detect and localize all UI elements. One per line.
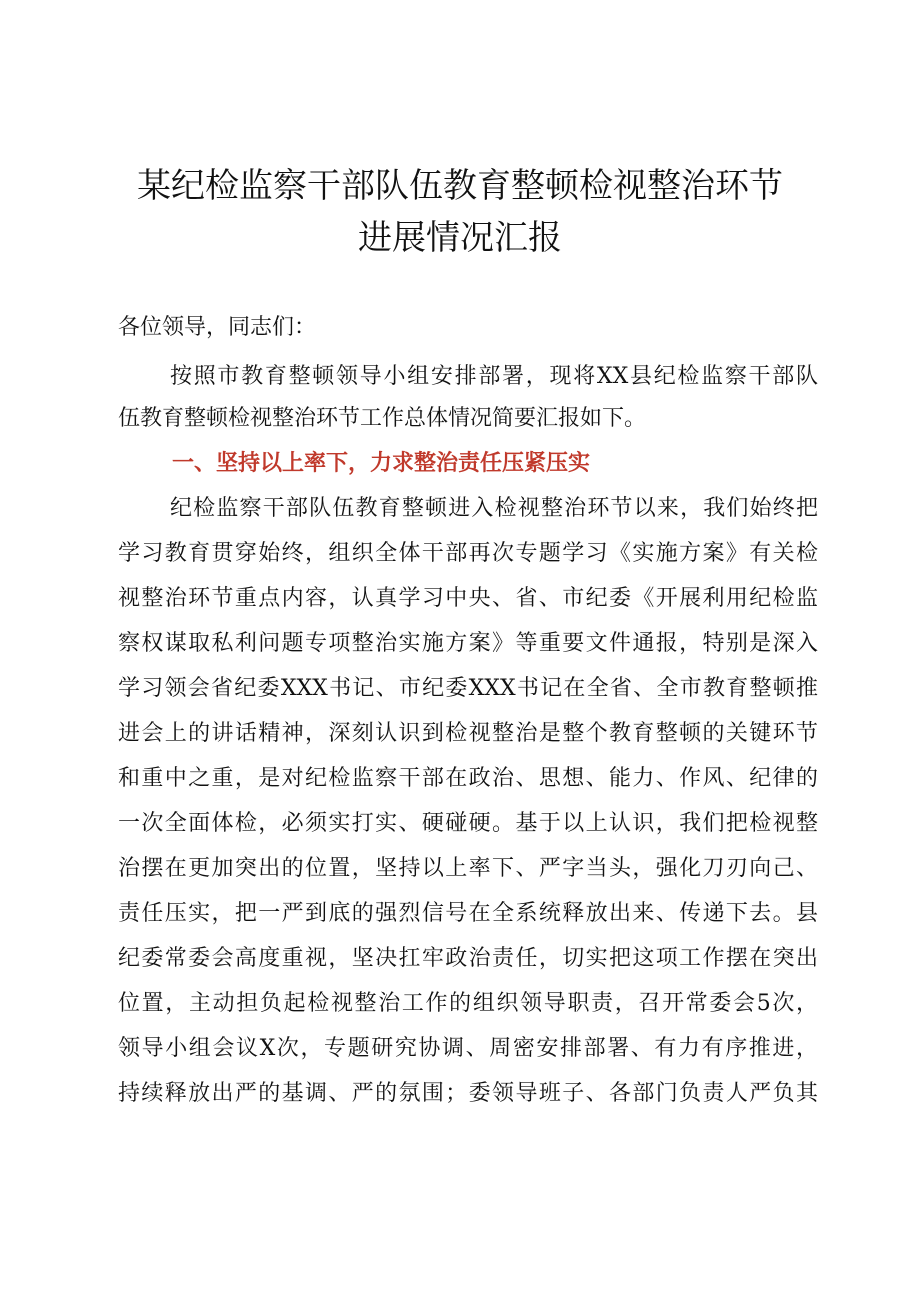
body-line: 位置，主动担负起检视整治工作的组织领导职责，召开常委会5次，	[118, 991, 818, 1016]
body-line: 领导小组会议X次，专题研究协调、周密安排部署、有力有序推进，	[118, 1036, 818, 1061]
document-title-line-1: 某纪检监察干部队伍教育整顿检视整治环节	[137, 166, 783, 206]
intro-line: 伍教育整顿检视整治环节工作总体情况简要汇报如下。	[118, 406, 647, 431]
body-line: 治摆在更加突出的位置，坚持以上率下、严字当头，强化刀刃向己、	[118, 856, 818, 881]
body-line: 视整治环节重点内容，认真学习中央、省、市纪委《开展利用纪检监	[118, 586, 818, 611]
section-heading: 一、坚持以上率下，力求整治责任压紧压实	[172, 451, 591, 476]
intro-line: 按照市教育整顿领导小组安排部署，现将XX县纪检监察干部队	[170, 364, 818, 389]
body-line: 进会上的讲话精神，深刻认识到检视整治是整个教育整顿的关键环节	[118, 721, 818, 746]
document-title-line-2: 进展情况汇报	[358, 218, 562, 258]
salutation: 各位领导，同志们：	[118, 315, 317, 340]
body-line: 责任压实，把一严到底的强烈信号在全系统释放出来、传递下去。县	[118, 901, 818, 926]
body-line: 纪委常委会高度重视，坚决扛牢政治责任，切实把这项工作摆在突出	[118, 946, 818, 971]
body-line: 学习教育贯穿始终，组织全体干部再次专题学习《实施方案》有关检	[118, 541, 818, 566]
body-line: 学习领会省纪委XXX书记、市纪委XXX书记在全省、全市教育整顿推	[118, 676, 818, 701]
body-line: 和重中之重，是对纪检监察干部在政治、思想、能力、作风、纪律的	[118, 766, 818, 791]
body-line: 持续释放出严的基调、严的氛围；委领导班子、各部门负责人严负其	[118, 1081, 818, 1106]
body-line: 一次全面体检，必须实打实、硬碰硬。基于以上认识，我们把检视整	[118, 811, 818, 836]
body-line: 察权谋取私利问题专项整治实施方案》等重要文件通报，特别是深入	[118, 631, 818, 656]
body-line: 纪检监察干部队伍教育整顿进入检视整治环节以来，我们始终把	[170, 496, 818, 521]
